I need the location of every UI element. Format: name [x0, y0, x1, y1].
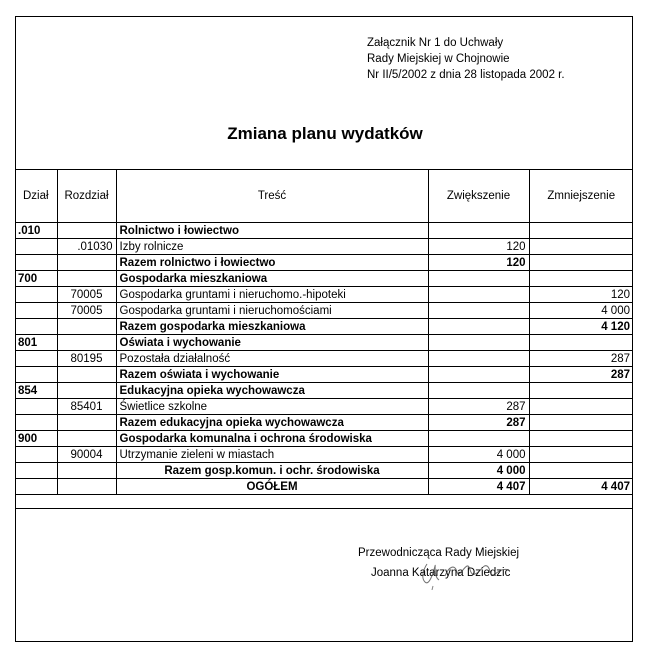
cell-rozdzial: 80195: [57, 351, 116, 367]
signature-role: Przewodnicząca Rady Miejskiej: [358, 547, 520, 559]
cell-rozdzial: [57, 271, 116, 287]
header-line-2: Rady Miejskiej w Chojnowie: [367, 53, 510, 65]
cell-tresc: Razem gospodarka mieszkaniowa: [116, 319, 428, 335]
cell-rozdzial: [57, 463, 116, 479]
cell-zwiekszenie: [428, 383, 529, 399]
table-row: [15, 287, 633, 303]
cell-dzial: [15, 287, 57, 303]
cell-tresc: Izby rolnicze: [116, 239, 428, 255]
cell-tresc: Gospodarka komunalna i ochrona środowiska: [116, 431, 428, 447]
cell-zwiekszenie: [428, 335, 529, 351]
cell-zwiekszenie: [428, 287, 529, 303]
table-row-subtotal: [15, 463, 633, 479]
cell-zmniejszenie: [529, 223, 633, 239]
cell-zmniejszenie: [529, 383, 633, 399]
cell-tresc: Razem rolnictwo i łowiectwo: [116, 255, 428, 271]
column-header-zwiekszenie: Zwiększenie: [428, 170, 529, 223]
cell-tresc: Gospodarka gruntami i nieruchomo.-hipoteki: [116, 287, 428, 303]
column-header-tresc: Treść: [116, 170, 428, 223]
cell-tresc: Pozostała działalność: [116, 351, 428, 367]
cell-rozdzial: 85401: [57, 399, 116, 415]
cell-zwiekszenie: [428, 319, 529, 335]
cell-dzial: [15, 351, 57, 367]
cell-tresc: Edukacyjna opieka wychowawcza: [116, 383, 428, 399]
table-bottom-divider: [15, 508, 633, 509]
cell-rozdzial: [57, 223, 116, 239]
cell-zmniejszenie: [529, 447, 633, 463]
cell-dzial: 900: [15, 431, 57, 447]
cell-dzial: 854: [15, 383, 57, 399]
cell-zwiekszenie: 287: [428, 415, 529, 431]
table-row: [15, 383, 633, 399]
cell-dzial: [15, 319, 57, 335]
table-row: [15, 303, 633, 319]
cell-zmniejszenie: [529, 255, 633, 271]
cell-zwiekszenie: [428, 303, 529, 319]
cell-tresc: Gospodarka gruntami i nieruchomościami: [116, 303, 428, 319]
cell-zmniejszenie: 287: [529, 351, 633, 367]
cell-zwiekszenie: [428, 223, 529, 239]
cell-tresc: Utrzymanie zieleni w miastach: [116, 447, 428, 463]
cell-dzial: [15, 447, 57, 463]
cell-dzial: [15, 399, 57, 415]
cell-tresc: Rolnictwo i łowiectwo: [116, 223, 428, 239]
cell-rozdzial: [57, 319, 116, 335]
table-row-subtotal: [15, 415, 633, 431]
expenditure-table: [15, 170, 633, 495]
cell-zmniejszenie: [529, 399, 633, 415]
cell-zwiekszenie: 4 000: [428, 463, 529, 479]
cell-zmniejszenie: [529, 271, 633, 287]
cell-dzial: [15, 415, 57, 431]
cell-zwiekszenie: 4 407: [428, 479, 529, 495]
cell-zmniejszenie: [529, 335, 633, 351]
cell-zmniejszenie: 4 000: [529, 303, 633, 319]
column-header-rozdzial: Rozdział: [57, 170, 116, 223]
cell-dzial: [15, 367, 57, 383]
cell-dzial: .010: [15, 223, 57, 239]
cell-tresc: Razem gosp.komun. i ochr. środowiska: [116, 463, 428, 479]
table-row: [15, 271, 633, 287]
cell-dzial: [15, 479, 57, 495]
table-row: [15, 223, 633, 239]
cell-dzial: 801: [15, 335, 57, 351]
cell-dzial: [15, 255, 57, 271]
column-header-zmniejszenie: Zmniejszenie: [529, 170, 633, 223]
table-row-total: [15, 479, 633, 495]
table-row-subtotal: [15, 255, 633, 271]
cell-zwiekszenie: 4 000: [428, 447, 529, 463]
cell-zmniejszenie: [529, 415, 633, 431]
table-row: [15, 399, 633, 415]
cell-zmniejszenie: [529, 463, 633, 479]
cell-zmniejszenie: 120: [529, 287, 633, 303]
cell-zwiekszenie: 120: [428, 239, 529, 255]
table-row: [15, 335, 633, 351]
cell-dzial: [15, 303, 57, 319]
cell-tresc: Świetlice szkolne: [116, 399, 428, 415]
resolution-header: [367, 35, 565, 83]
table-row: [15, 447, 633, 463]
cell-zwiekszenie: 287: [428, 399, 529, 415]
signature-name: Joanna Katarzyna Dziedzic: [371, 567, 511, 579]
cell-zmniejszenie: [529, 431, 633, 447]
cell-rozdzial: [57, 431, 116, 447]
cell-rozdzial: [57, 479, 116, 495]
table-row: [15, 351, 633, 367]
table-header-row: [15, 170, 633, 223]
cell-rozdzial: [57, 383, 116, 399]
cell-zmniejszenie: 287: [529, 367, 633, 383]
cell-zwiekszenie: [428, 431, 529, 447]
cell-zmniejszenie: 4 120: [529, 319, 633, 335]
cell-tresc: Razem edukacyjna opieka wychowawcza: [116, 415, 428, 431]
cell-rozdzial: [57, 255, 116, 271]
table-row-subtotal: [15, 319, 633, 335]
cell-rozdzial: .01030: [57, 239, 116, 255]
cell-rozdzial: 70005: [57, 287, 116, 303]
handwritten-signature: [405, 556, 525, 590]
table-row-subtotal: [15, 367, 633, 383]
cell-rozdzial: [57, 367, 116, 383]
cell-rozdzial: [57, 335, 116, 351]
cell-zmniejszenie: 4 407: [529, 479, 633, 495]
cell-rozdzial: 90004: [57, 447, 116, 463]
cell-dzial: [15, 463, 57, 479]
cell-tresc: Gospodarka mieszkaniowa: [116, 271, 428, 287]
table-row: [15, 239, 633, 255]
page-title: Zmiana planu wydatków: [227, 124, 423, 143]
cell-tresc: OGÓŁEM: [116, 479, 428, 495]
cell-tresc: Oświata i wychowanie: [116, 335, 428, 351]
cell-tresc: Razem oświata i wychowanie: [116, 367, 428, 383]
table-row: [15, 431, 633, 447]
column-header-dzial: Dział: [15, 170, 57, 223]
cell-zmniejszenie: [529, 239, 633, 255]
cell-zwiekszenie: 120: [428, 255, 529, 271]
cell-rozdzial: [57, 415, 116, 431]
cell-dzial: 700: [15, 271, 57, 287]
cell-dzial: [15, 239, 57, 255]
cell-rozdzial: 70005: [57, 303, 116, 319]
header-line-1: Załącznik Nr 1 do Uchwały: [367, 37, 504, 49]
cell-zwiekszenie: [428, 271, 529, 287]
cell-zwiekszenie: [428, 351, 529, 367]
cell-zwiekszenie: [428, 367, 529, 383]
header-line-3: Nr II/5/2002 z dnia 28 listopada 2002 r.: [367, 69, 565, 81]
